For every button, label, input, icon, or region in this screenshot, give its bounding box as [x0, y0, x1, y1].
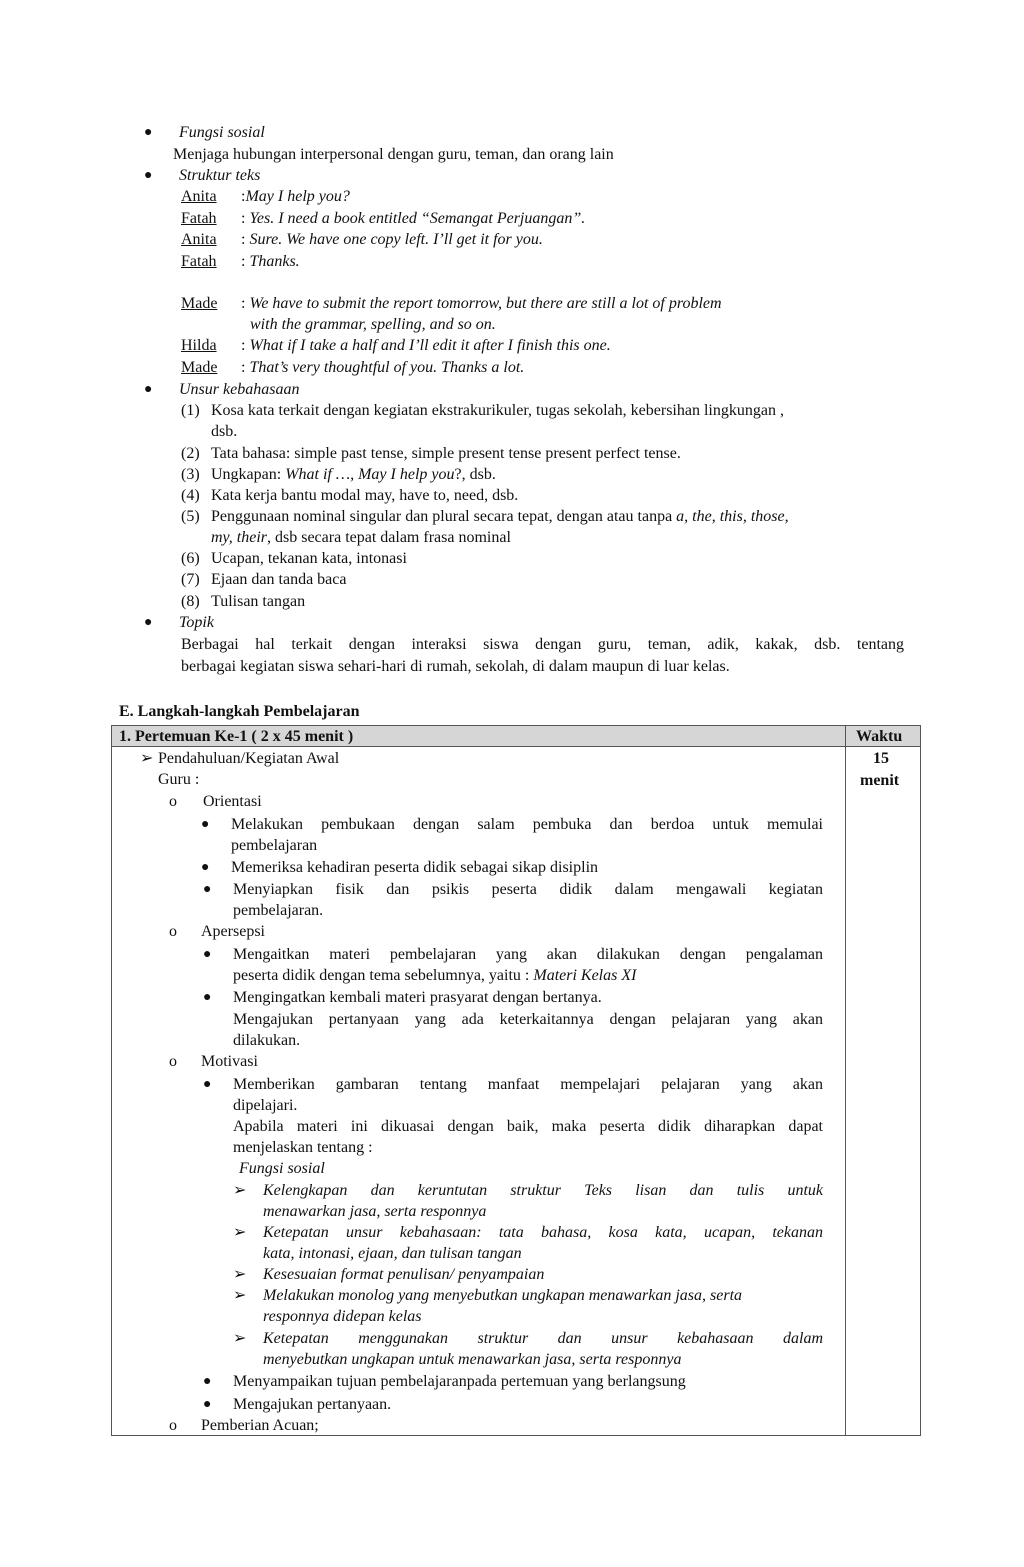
arrow-bullet-icon: ➢ — [140, 750, 154, 767]
dialog-separator: : — [241, 295, 250, 312]
motivasi-item: Menyampaikan tujuan pembelajaranpada pertemuan yang berlangsung — [233, 1373, 686, 1390]
dialog-speaker: Fatah — [181, 253, 217, 270]
list-item: Ungkapan: What if …, May I help you?, dsb. — [211, 466, 496, 483]
dialog-line: Thanks. — [249, 253, 300, 270]
bullet-icon: ● — [203, 1077, 212, 1092]
guru-label: Guru : — [158, 771, 200, 788]
bullet-icon: ● — [203, 1397, 212, 1412]
circle-bullet-icon: o — [169, 793, 177, 810]
motivasi-label: Motivasi — [201, 1053, 258, 1070]
list-number: (6) — [181, 550, 200, 567]
dialog-line: Yes. I need a book entitled “Semangat Perjuangan”. — [249, 210, 586, 227]
topik-text-line2: berbagai kegiatan siswa sehari-hari di rumah, sekolah, di dalam maupun di luar kelas. — [181, 658, 730, 675]
topik-heading: Topik — [179, 614, 214, 631]
dialog-separator: : — [241, 359, 250, 376]
list-number: (7) — [181, 571, 200, 588]
orientasi-item: Memeriksa kehadiran peserta didik sebagai sikap disiplin — [231, 859, 599, 876]
orientasi-item: Menyiapkan fisik dan psikis peserta didik dalam mengawali kegiatan — [233, 881, 823, 898]
apersepsi-item: Mengaitkan materi pembelajaran yang akan dilakukan dengan pengalaman — [233, 946, 823, 963]
motivasi-arrow-item: Kesesuaian format penulisan/ penyampaian — [263, 1266, 545, 1283]
waktu-label: Waktu — [856, 728, 903, 745]
motivasi-arrow-item-cont: kata, intonasi, ejaan, dan tulisan tangan — [263, 1245, 522, 1262]
motivasi-item-cont: menjelaskan tentang : — [233, 1139, 373, 1156]
dialog-line: May I help you? — [245, 188, 350, 205]
bullet-icon: ● — [201, 817, 210, 832]
motivasi-item: Memberikan gambaran tentang manfaat mempelajari pelajaran yang akan — [233, 1076, 823, 1093]
apersepsi-item: Mengingatkan kembali materi prasyarat dengan bertanya. — [233, 989, 602, 1006]
list-item: Ejaan dan tanda baca — [211, 571, 347, 588]
bullet-icon: ● — [201, 860, 210, 875]
motivasi-arrow-item-cont: responnya didepan kelas — [263, 1308, 422, 1325]
dialog-separator: : — [241, 188, 246, 205]
arrow-bullet-icon: ➢ — [233, 1182, 247, 1199]
bullet-icon: ● — [144, 125, 153, 140]
dialog-speaker: Made — [181, 359, 218, 376]
apersepsi-item-cont: dilakukan. — [233, 1032, 301, 1049]
dialog-line-cont: with the grammar, spelling, and so on. — [250, 316, 496, 333]
motivasi-arrow-item: Ketepatan menggunakan struktur dan unsur kebahasaan dalam — [263, 1330, 823, 1347]
topik-text-line1: Berbagai hal terkait dengan interaksi siswa dengan guru, teman, adik, kakak, dsb. tentang — [181, 636, 904, 653]
list-number: (2) — [181, 445, 200, 462]
dialog-speaker: Made — [181, 295, 218, 312]
motivasi-arrow-item: Ketepatan unsur kebahasaan: tata bahasa, kosa kata, ucapan, tekanan — [263, 1224, 823, 1241]
bullet-icon: ● — [203, 947, 212, 962]
list-item: Tata bahasa: simple past tense, simple present tense present perfect tense. — [211, 445, 681, 462]
bullet-icon: ● — [144, 168, 153, 183]
list-item: Penggunaan nominal singular dan plural secara tepat, dengan atau tanpa a, the, this, those, — [211, 508, 789, 525]
dialog-separator: : — [241, 337, 250, 354]
motivasi-arrow-item-cont: menawarkan jasa, serta responnya — [263, 1203, 487, 1220]
pemberian-acuan-label: Pemberian Acuan; — [201, 1417, 319, 1434]
pendahuluan-label: Pendahuluan/Kegiatan Awal — [158, 750, 340, 767]
arrow-bullet-icon: ➢ — [233, 1224, 247, 1241]
list-number: (4) — [181, 487, 200, 504]
section-e-title: E. Langkah-langkah Pembelajaran — [119, 703, 360, 720]
time-value: 15 — [873, 750, 889, 767]
motivasi-arrow-item-cont: menyebutkan ungkapan untuk menawarkan jasa, serta responnya — [263, 1351, 682, 1368]
bullet-icon: ● — [144, 382, 153, 397]
apersepsi-label: Apersepsi — [201, 923, 265, 940]
list-item: Kosa kata terkait dengan kegiatan ekstrakurikuler, tugas sekolah, kebersihan lingkungan , — [211, 402, 784, 419]
orientasi-label: Orientasi — [203, 793, 262, 810]
dialog-separator: : — [241, 231, 250, 248]
apersepsi-item-cont: peserta didik dengan tema sebelumnya, yaitu : Materi Kelas XI — [233, 967, 637, 984]
dialog-line: Sure. We have one copy left. I’ll get it for you. — [249, 231, 543, 248]
list-item: Ucapan, tekanan kata, intonasi — [211, 550, 407, 567]
bullet-icon: ● — [144, 615, 153, 630]
table-body-right — [846, 747, 921, 1436]
meeting-title: 1. Pertemuan Ke-1 ( 2 x 45 menit ) — [119, 728, 354, 745]
dialog-speaker: Fatah — [181, 210, 217, 227]
circle-bullet-icon: o — [169, 1053, 177, 1070]
dialog-speaker: Anita — [181, 188, 217, 205]
dialog-separator: : — [241, 210, 250, 227]
orientasi-item: Melakukan pembukaan dengan salam pembuka dan berdoa untuk memulai — [231, 816, 823, 833]
fungsi-sosial-text: Menjaga hubungan interpersonal dengan guru, teman, dan orang lain — [173, 146, 614, 163]
motivasi-fungsi-sosial: Fungsi sosial — [239, 1160, 325, 1177]
struktur-teks-heading: Struktur teks — [179, 167, 261, 184]
motivasi-item-cont: Apabila materi ini dikuasai dengan baik, maka peserta didik diharapkan dapat — [233, 1118, 823, 1135]
motivasi-item-cont: dipelajari. — [233, 1097, 298, 1114]
bullet-icon: ● — [203, 990, 212, 1005]
motivasi-item: Mengajukan pertanyaan. — [233, 1396, 392, 1413]
unsur-kebahasaan-heading: Unsur kebahasaan — [179, 381, 300, 398]
list-item-cont: my, their, dsb secara tepat dalam frasa nominal — [211, 529, 511, 546]
bullet-icon: ● — [203, 1374, 212, 1389]
list-item: Kata kerja bantu modal may, have to, need, dsb. — [211, 487, 519, 504]
circle-bullet-icon: o — [169, 923, 177, 940]
list-number: (3) — [181, 466, 200, 483]
dialog-separator: : — [241, 253, 250, 270]
list-item: Tulisan tangan — [211, 593, 306, 610]
orientasi-item-cont: pembelajaran — [231, 837, 318, 854]
fungsi-sosial-heading: Fungsi sosial — [179, 124, 265, 141]
arrow-bullet-icon: ➢ — [233, 1266, 247, 1283]
motivasi-arrow-item: Melakukan monolog yang menyebutkan ungkapan menawarkan jasa, serta — [263, 1287, 743, 1304]
dialog-line: That’s very thoughtful of you. Thanks a lot. — [249, 359, 525, 376]
list-number: (8) — [181, 593, 200, 610]
bullet-icon: ● — [203, 882, 212, 897]
dialog-speaker: Anita — [181, 231, 217, 248]
list-number: (1) — [181, 402, 200, 419]
motivasi-arrow-item: Kelengkapan dan keruntutan struktur Teks lisan dan tulis untuk — [263, 1182, 823, 1199]
list-number: (5) — [181, 508, 200, 525]
dialog-line: What if I take a half and I’ll edit it after I finish this one. — [249, 337, 611, 354]
arrow-bullet-icon: ➢ — [233, 1287, 247, 1304]
apersepsi-item-cont: Mengajukan pertanyaan yang ada keterkaitannya dengan pelajaran yang akan — [233, 1011, 823, 1028]
list-item-cont: dsb. — [211, 423, 238, 440]
arrow-bullet-icon: ➢ — [233, 1330, 247, 1347]
time-unit: menit — [860, 772, 900, 789]
circle-bullet-icon: o — [169, 1417, 177, 1434]
dialog-speaker: Hilda — [181, 337, 217, 354]
dialog-line: We have to submit the report tomorrow, but there are still a lot of problem — [249, 295, 722, 312]
orientasi-item-cont: pembelajaran. — [233, 902, 324, 919]
